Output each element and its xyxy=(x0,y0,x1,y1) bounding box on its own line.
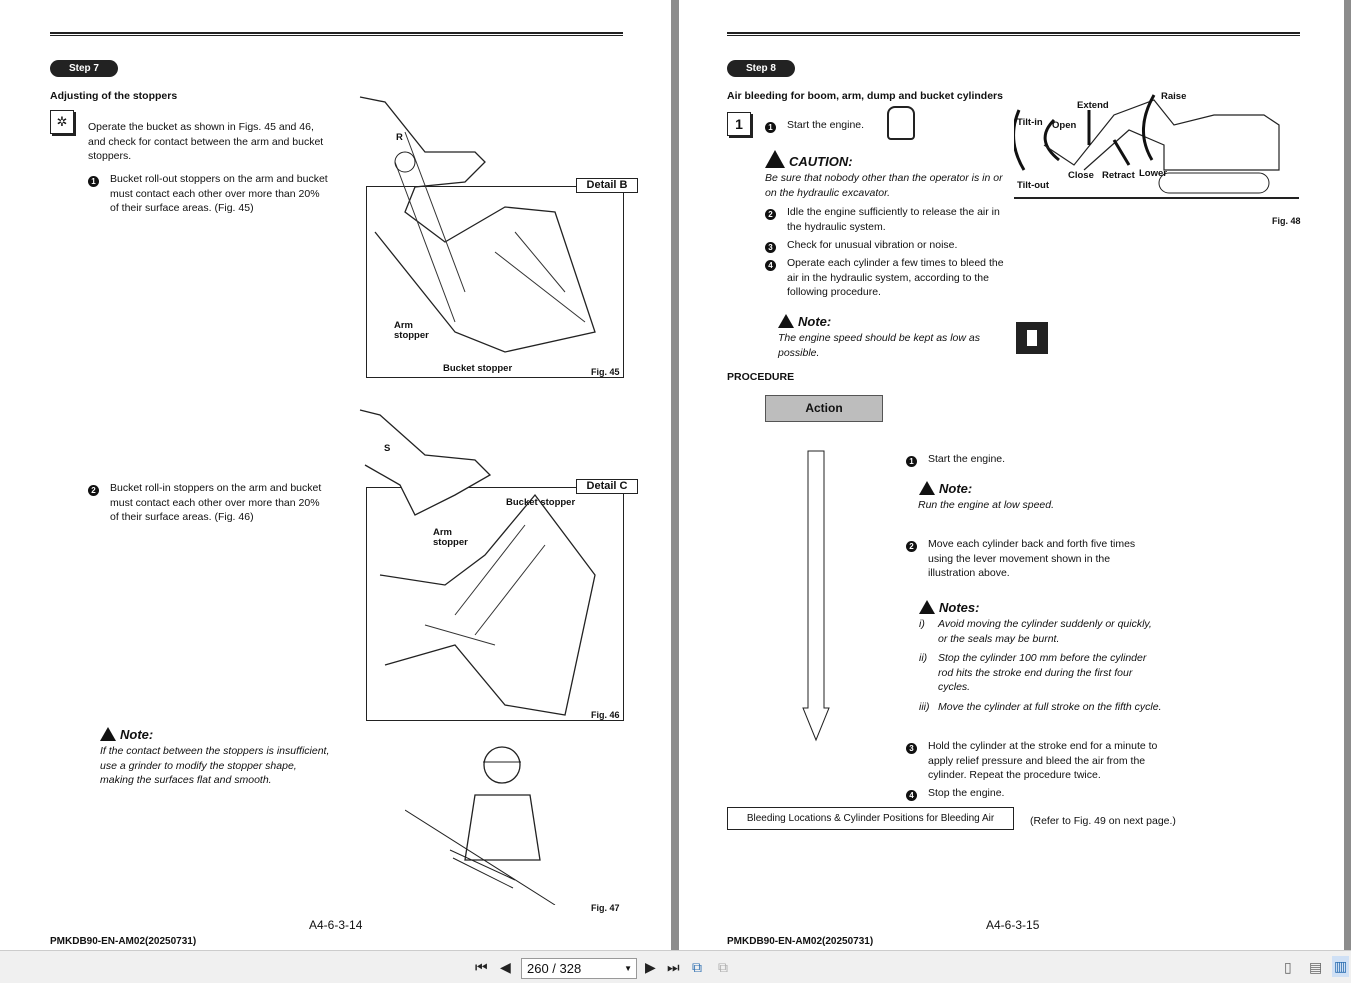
next-page-button[interactable]: ▶ xyxy=(645,959,656,975)
fig-46-caption: Fig. 46 xyxy=(591,710,620,720)
note-title: Note: xyxy=(120,727,154,742)
note-index: iii) xyxy=(919,701,930,713)
section-heading: Adjusting of the stoppers xyxy=(50,90,178,102)
fig-47-caption: Fig. 47 xyxy=(591,903,620,913)
notes-title: Notes: xyxy=(939,600,980,615)
label-tilt-out: Tilt-out xyxy=(1017,180,1050,191)
hand-lever-icon xyxy=(887,106,915,140)
excavator-illustration xyxy=(1014,85,1304,200)
worker-grinding-illustration xyxy=(405,740,565,905)
note-item: Avoid moving the cylinder suddenly or quickly, or the seals may be burnt. xyxy=(938,618,1152,645)
note-index: i) xyxy=(919,618,925,630)
page-display: 260 / 328 xyxy=(527,961,582,976)
note-text: Run the engine at low speed. xyxy=(918,499,1055,511)
step-1-text: Start the engine. xyxy=(787,119,865,131)
document-code: PMKDB90-EN-AM02(20250731) xyxy=(50,936,197,947)
warning-icon xyxy=(919,481,935,495)
arm-stopper-label: Arm stopper xyxy=(394,320,429,341)
note-item: Stop the cylinder 100 mm before the cylinder rod hits the stroke end during the first four cycles. xyxy=(938,652,1147,693)
label-raise: Raise xyxy=(1161,91,1187,102)
warning-icon xyxy=(778,314,794,328)
header-rule xyxy=(727,32,1300,36)
label-r: R xyxy=(396,132,403,143)
label-s: S xyxy=(384,443,391,454)
step-number-box: 1 xyxy=(727,112,751,136)
bullet-number: 1 xyxy=(906,456,917,467)
step-4-text: Operate each cylinder a few times to bleed the air in the hydraulic system, according to the following procedure. xyxy=(787,257,1004,298)
procedure-2-text: Move each cylinder back and forth five times using the lever movement shown in the illustration above. xyxy=(928,538,1136,579)
detail-b-label: Detail B xyxy=(576,178,638,193)
item-2-text: Bucket roll-in stoppers on the arm and bucket must contact each other over more than 20% of their surface areas. (Fig. 46) xyxy=(110,482,322,523)
note-title: Note: xyxy=(939,481,973,496)
bullet-number: 2 xyxy=(88,485,99,496)
viewer-toolbar xyxy=(0,950,1351,983)
note-text: If the contact between the stoppers is insufficient, use a grinder to modify the stopper shape, making the surfaces flat and smooth. xyxy=(100,745,330,786)
bucket-rollin-illustration xyxy=(355,405,625,725)
detail-c-label: Detail C xyxy=(576,479,638,494)
two-page-view-icon[interactable]: ▥ xyxy=(1332,956,1349,977)
page-number: A4-6-3-14 xyxy=(309,918,363,932)
refer-text: (Refer to Fig. 49 on next page.) xyxy=(1030,815,1176,827)
bullet-number: 4 xyxy=(765,260,776,271)
bleeding-locations-box: Bleeding Locations & Cylinder Positions for Bleeding Air xyxy=(727,807,1014,830)
bullet-number: 3 xyxy=(765,242,776,253)
bucket-stopper-label: Bucket stopper xyxy=(443,363,513,374)
bullet-number: 1 xyxy=(765,122,776,133)
note-index: ii) xyxy=(919,652,928,664)
label-extend: Extend xyxy=(1077,100,1109,111)
chevron-down-icon[interactable]: ▼ xyxy=(624,964,632,973)
bullet-number: 3 xyxy=(906,743,917,754)
go-forward-view-icon[interactable]: ⧉ xyxy=(718,959,728,975)
step-2-text: Idle the engine sufficiently to release the air in the hydraulic system. xyxy=(787,206,1000,233)
item-1-text: Bucket roll-out stoppers on the arm and bucket must contact each other over more than 20% of their surface areas. (Fig. 45) xyxy=(110,173,328,214)
note-title: Note: xyxy=(798,314,832,329)
header-rule xyxy=(50,32,623,36)
procedure-3-text: Hold the cylinder at the stroke end for a minute to apply relief pressure and bleed the air from the cylinder. Repeat the procedure twice. xyxy=(928,740,1158,781)
bucket-stopper-label: Bucket stopper xyxy=(506,497,576,508)
caution-title: CAUTION: xyxy=(789,154,853,169)
single-page-view-icon[interactable]: ▯ xyxy=(1284,959,1292,975)
document-code: PMKDB90-EN-AM02(20250731) xyxy=(727,936,874,947)
down-arrow-icon xyxy=(801,450,831,745)
caution-text: Be sure that nobody other than the operator is in or on the hydraulic excavator. xyxy=(765,172,1003,199)
arm-stopper-label: Arm stopper xyxy=(433,527,468,548)
first-page-button[interactable]: ⏮ xyxy=(475,959,488,975)
step-3-text: Check for unusual vibration or noise. xyxy=(787,239,958,251)
continuous-view-icon[interactable]: ▤ xyxy=(1309,959,1323,975)
warning-icon xyxy=(765,150,785,168)
label-close: Close xyxy=(1068,170,1094,181)
engine-speed-icon xyxy=(1016,322,1048,354)
intro-text: Operate the bucket as shown in Figs. 45 and 46, and check for contact between the arm and bucket stoppers. xyxy=(88,121,324,162)
step-badge: Step 7 xyxy=(50,60,118,77)
label-lower: Lower xyxy=(1139,168,1167,179)
warning-icon xyxy=(100,727,116,741)
fig-45-caption: Fig. 45 xyxy=(591,367,620,377)
fig-48-caption: Fig. 48 xyxy=(1272,216,1301,226)
go-back-view-icon[interactable]: ⧉ xyxy=(692,959,702,975)
inspection-icon: ✲ xyxy=(50,110,74,134)
label-retract: Retract xyxy=(1102,170,1135,181)
step-badge: Step 8 xyxy=(727,60,795,77)
page-number: A4-6-3-15 xyxy=(986,918,1040,932)
bullet-number: 2 xyxy=(906,541,917,552)
section-heading: Air bleeding for boom, arm, dump and bucket cylinders xyxy=(727,90,1003,102)
left-page xyxy=(0,0,671,950)
procedure-1-text: Start the engine. xyxy=(928,453,1006,465)
procedure-4-text: Stop the engine. xyxy=(928,787,1005,799)
label-tilt-in: Tilt-in xyxy=(1017,117,1043,128)
note-item: Move the cylinder at full stroke on the fifth cycle. xyxy=(938,701,1162,713)
warning-icon xyxy=(919,600,935,614)
last-page-button[interactable]: ⏭ xyxy=(667,959,680,975)
procedure-heading: PROCEDURE xyxy=(727,371,795,383)
page-number-input[interactable] xyxy=(521,958,637,979)
bullet-number: 4 xyxy=(906,790,917,801)
note-text: The engine speed should be kept as low as possible. xyxy=(778,332,980,359)
action-header: Action xyxy=(765,395,883,422)
bullet-number: 2 xyxy=(765,209,776,220)
right-page xyxy=(679,0,1344,950)
previous-page-button[interactable]: ◀ xyxy=(500,959,511,975)
bullet-number: 1 xyxy=(88,176,99,187)
label-open: Open xyxy=(1052,120,1077,131)
